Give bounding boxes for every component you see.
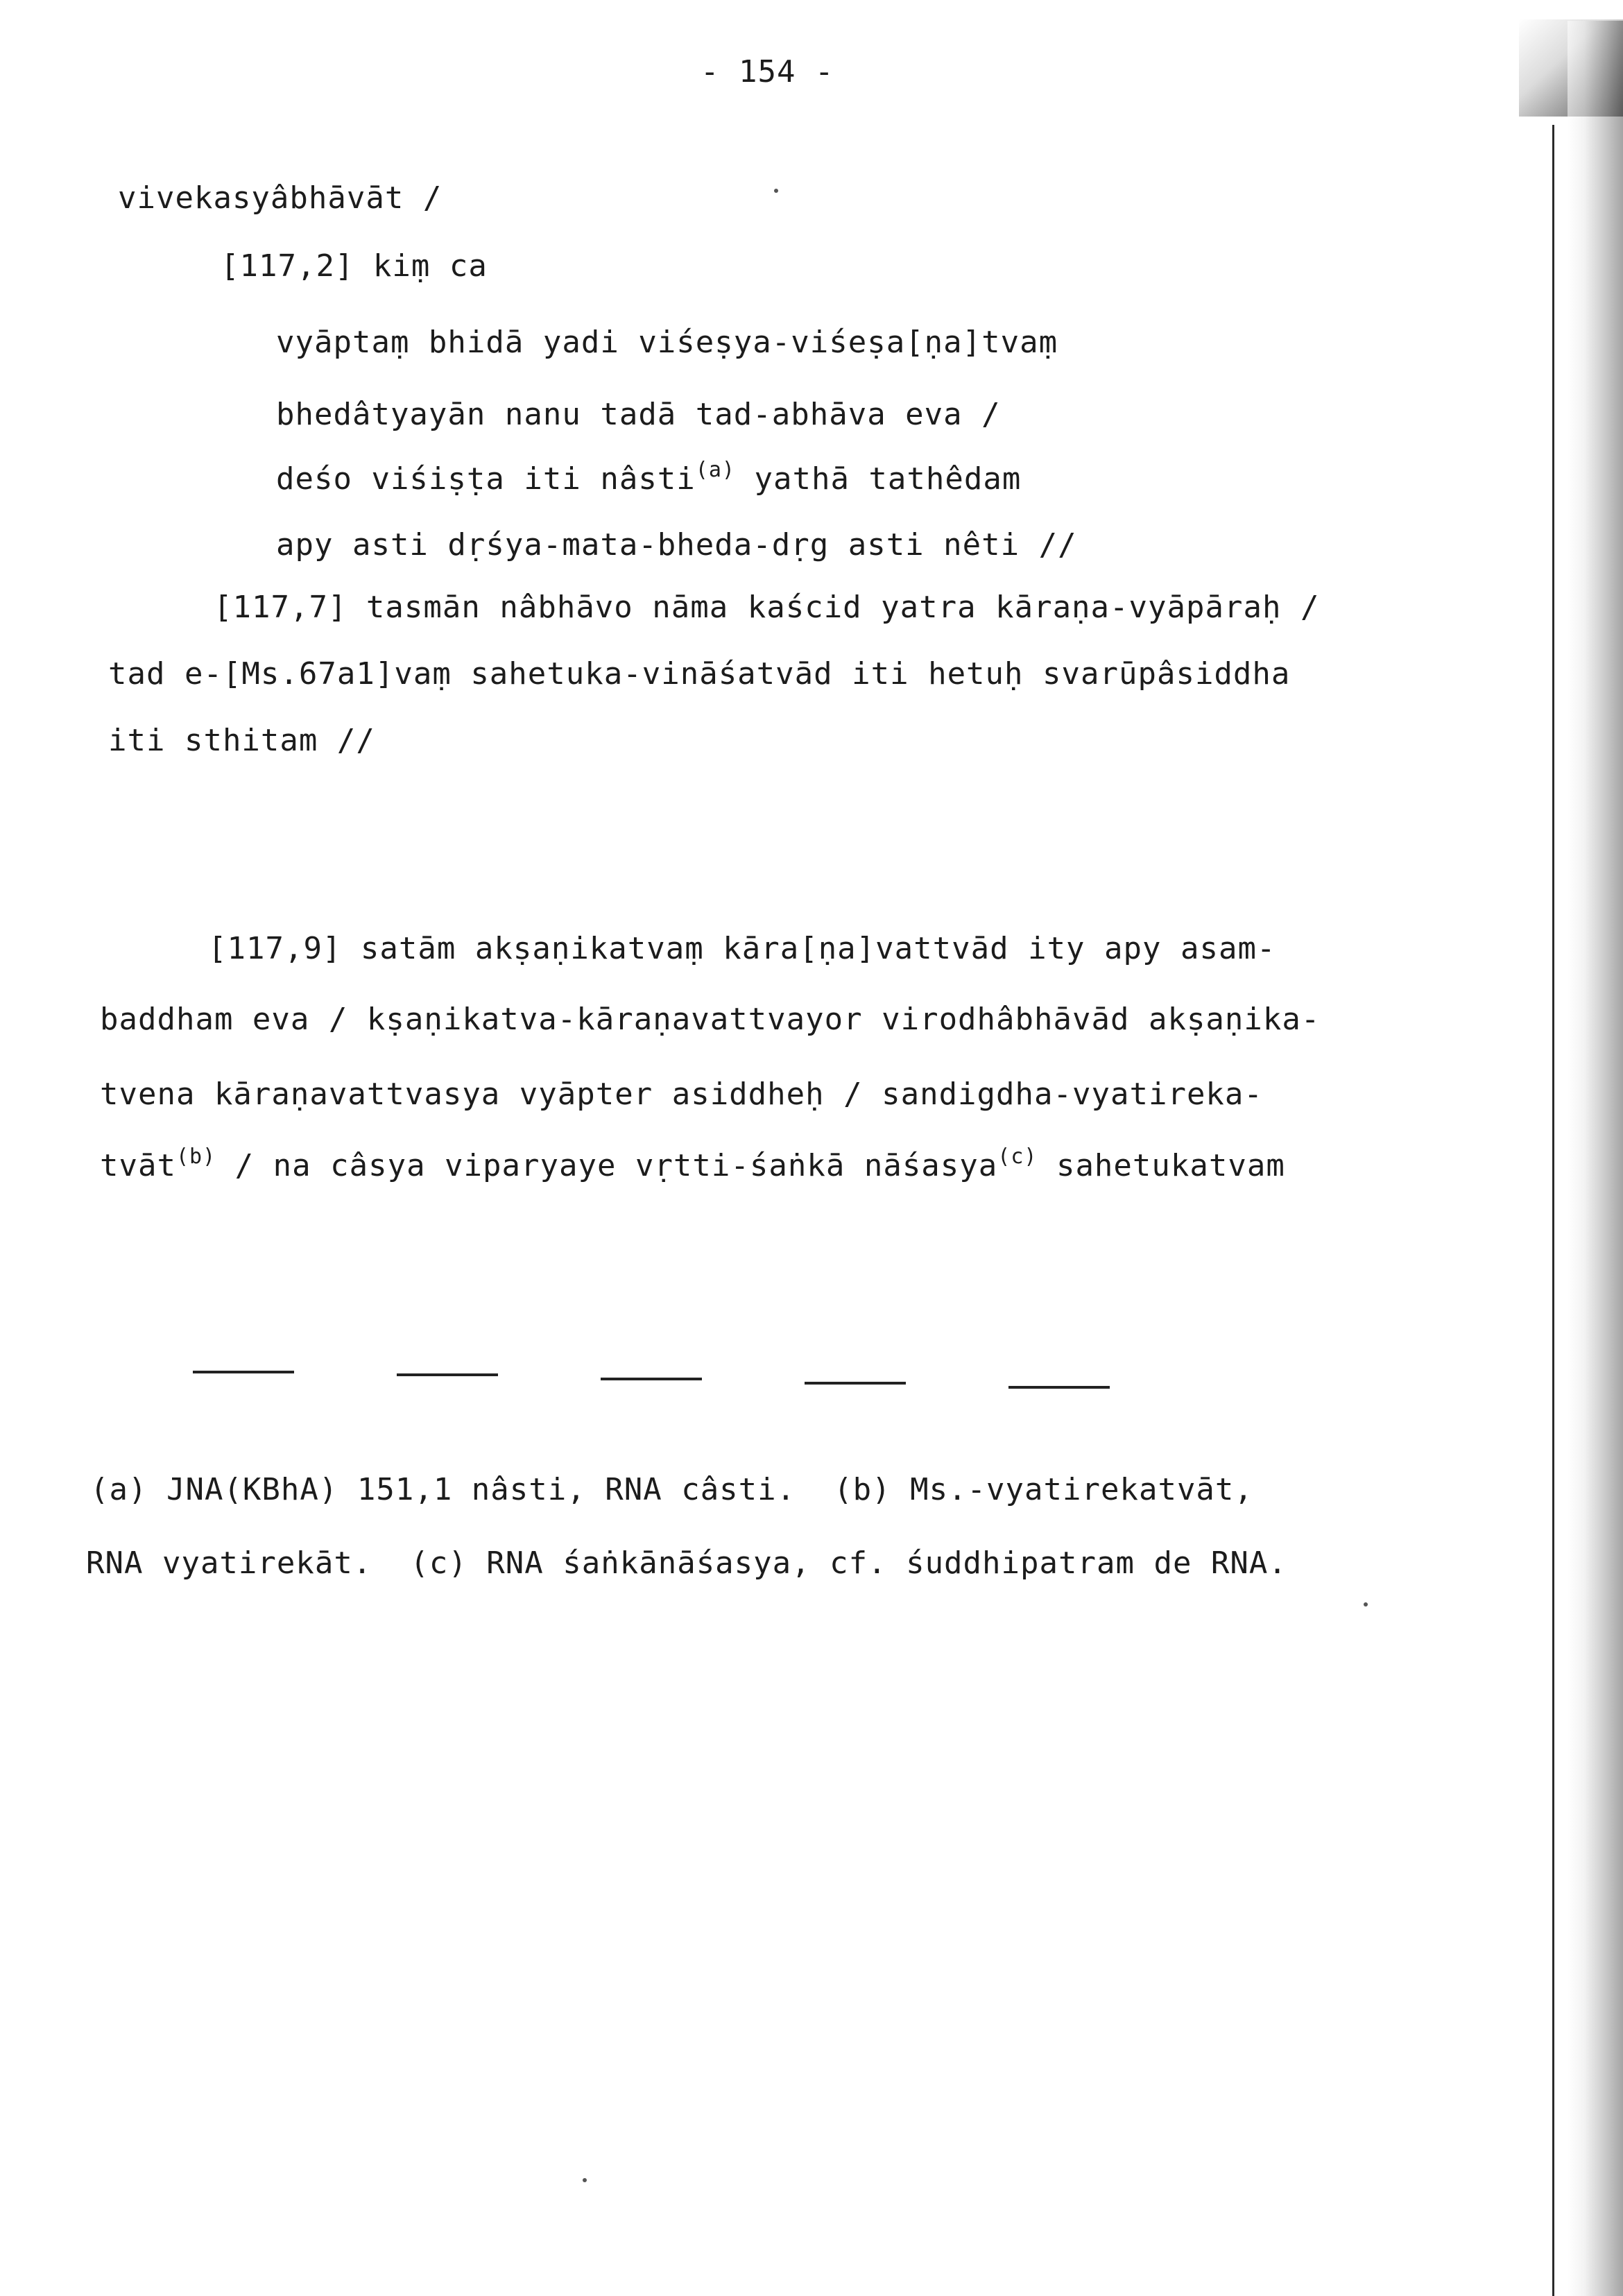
text-line-10: [117,9] satām akṣaṇikatvaṃ kāra[ṇa]vattvād ity apy asam- <box>208 931 1276 966</box>
separator-dash <box>805 1382 906 1385</box>
verse-line-1: vyāptaṃ bhidā yadi viśeṣya-viśeṣa[ṇa]tvaṃ <box>276 325 1058 360</box>
text-line-9: iti sthitam // <box>108 723 375 758</box>
text-line-8: tad e-[Ms.67a1]vaṃ sahetuka-vināśatvād iti hetuḥ svarūpâsiddha <box>108 656 1291 692</box>
text-line-2: [117,2] kiṃ ca <box>221 248 488 284</box>
separator-dash <box>193 1371 294 1373</box>
separator-dash <box>1008 1386 1110 1389</box>
footnote-line-2: RNA vyatirekāt. (c) RNA śaṅkānāśasya, cf. śuddhipatram de RNA. <box>86 1545 1287 1581</box>
footnote-line-1: (a) JNA(KBhA) 151,1 nâsti, RNA câsti. (b) Ms.-vyatirekatvāt, <box>90 1472 1253 1507</box>
text-line-11: baddham eva / kṣaṇikatva-kāraṇavattvayor virodhâbhāvād akṣaṇika- <box>100 1002 1321 1037</box>
page-number: - 154 - <box>701 54 834 89</box>
verse-line-3-end: yathā tathêdam <box>754 461 1022 497</box>
text-line-13-end: sahetukatvam <box>1056 1148 1285 1183</box>
scan-margin-line <box>1552 125 1554 2296</box>
text-line-1: vivekasyâbhāvāt / <box>118 180 443 216</box>
scan-speck <box>774 189 778 193</box>
verse-line-3 <box>276 451 1021 499</box>
verse-line-2: bhedâtyayān nanu tadā tad-abhāva eva / <box>276 397 1001 432</box>
scan-speck <box>1364 1602 1368 1607</box>
scan-shadow-edge <box>1568 21 1623 2296</box>
text-line-12: tvena kāraṇavattvasya vyāpter asiddheḥ / sandigdha-vyatireka- <box>100 1077 1263 1112</box>
text-line-13-middle: / na câsya viparyaye vṛtti-śaṅkā nāśasya <box>234 1148 998 1183</box>
text-line-13-start: tvāt <box>100 1148 176 1183</box>
verse-line-4: apy asti dṛśya-mata-bheda-dṛg asti nêti // <box>276 527 1077 563</box>
text-line-13 <box>100 1138 1285 1185</box>
separator-dash <box>601 1378 702 1380</box>
separator-dash <box>397 1373 498 1376</box>
verse-line-3-start: deśo viśiṣṭa iti nâsti <box>276 461 696 497</box>
footnote-marker-c: (c) <box>997 1145 1038 1169</box>
footnote-marker-a: (a) <box>695 458 735 482</box>
text-line-7: [117,7] tasmān nâbhāvo nāma kaścid yatra kāraṇa-vyāpāraḥ / <box>214 590 1320 625</box>
scan-speck <box>583 2178 587 2182</box>
footnote-marker-b: (b) <box>175 1145 216 1169</box>
